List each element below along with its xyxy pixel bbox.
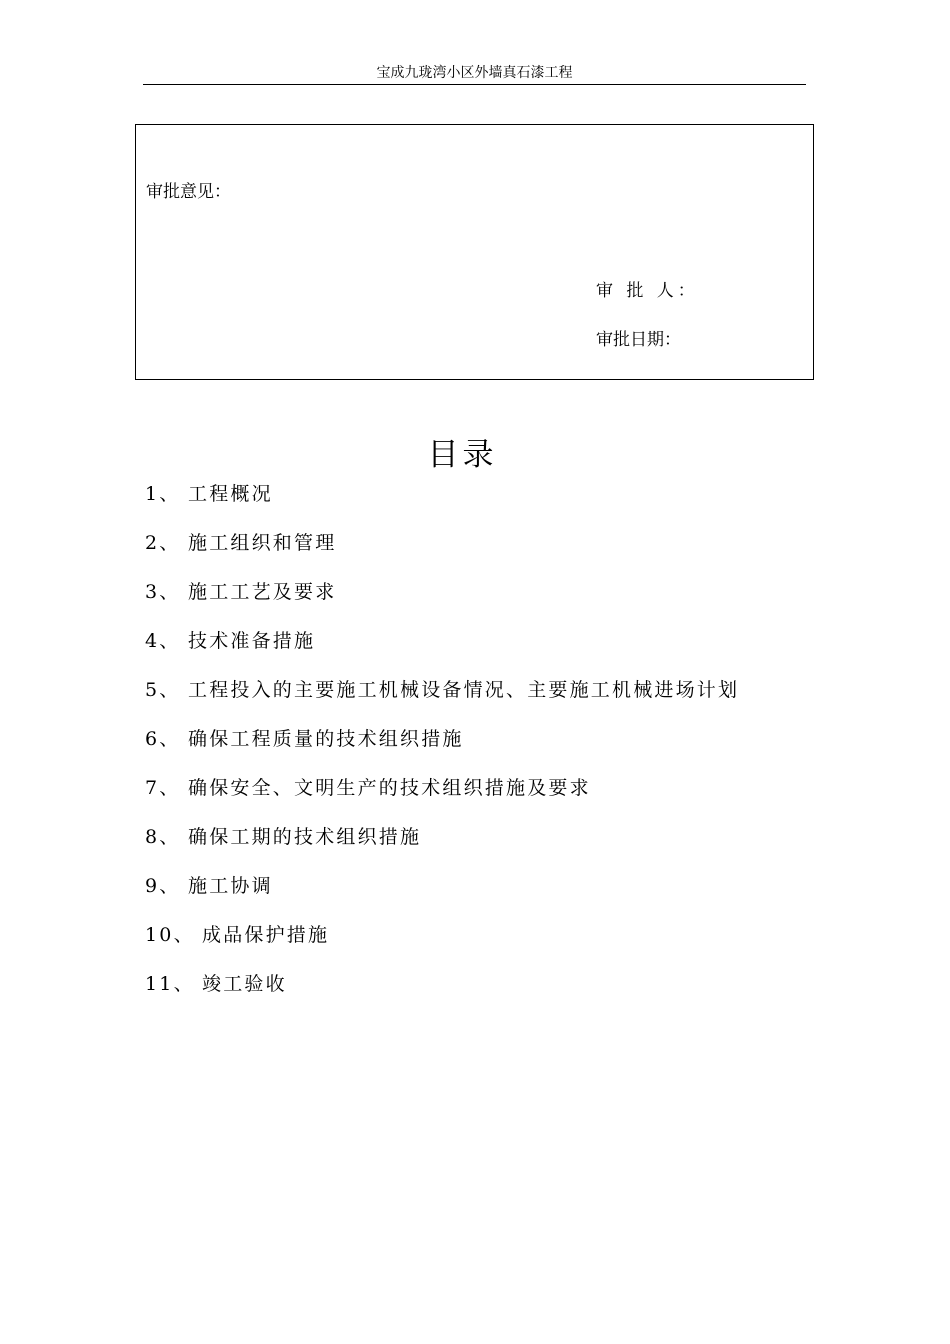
toc-item-text: 确保安全、文明生产的技术组织措施及要求 bbox=[188, 777, 591, 799]
toc-item-text: 竣工验收 bbox=[202, 973, 287, 995]
toc-item bbox=[145, 923, 739, 972]
page-header bbox=[143, 62, 806, 85]
toc-item-number: 10、 bbox=[145, 924, 195, 946]
toc-item bbox=[145, 580, 739, 629]
toc-item-number: 11、 bbox=[145, 973, 195, 995]
toc-item bbox=[145, 531, 739, 580]
approval-date-label: 审批日期： bbox=[596, 330, 681, 350]
toc-item-text: 成品保护措施 bbox=[202, 924, 330, 946]
toc-item bbox=[145, 629, 739, 678]
toc-item-number: 7、 bbox=[145, 777, 181, 799]
toc-item-text: 确保工期的技术组织措施 bbox=[188, 826, 422, 848]
toc-item-number: 8、 bbox=[145, 826, 181, 848]
toc-item bbox=[145, 874, 739, 923]
toc-item-number: 9、 bbox=[145, 875, 181, 897]
toc-list bbox=[145, 482, 739, 1021]
toc-item-number: 6、 bbox=[145, 728, 181, 750]
header-title: 宝成九珑湾小区外墙真石漆工程 bbox=[376, 65, 573, 81]
toc-item-number: 5、 bbox=[145, 679, 181, 701]
toc-item bbox=[145, 678, 739, 727]
toc-item-number: 4、 bbox=[145, 630, 181, 652]
toc-title: 目录 bbox=[427, 437, 498, 473]
toc-item-text: 技术准备措施 bbox=[188, 630, 316, 652]
approval-opinion-label: 审批意见： bbox=[146, 182, 231, 202]
toc-item-number: 1、 bbox=[145, 483, 181, 505]
toc-item-text: 施工协调 bbox=[188, 875, 273, 897]
toc-item-text: 工程投入的主要施工机械设备情况、主要施工机械进场计划 bbox=[188, 679, 740, 701]
toc-item-text: 确保工程质量的技术组织措施 bbox=[188, 728, 464, 750]
toc-item-text: 工程概况 bbox=[188, 483, 273, 505]
toc-item-number: 3、 bbox=[145, 581, 181, 603]
toc-item bbox=[145, 972, 739, 1021]
toc-item-text: 施工组织和管理 bbox=[188, 532, 337, 554]
approval-box bbox=[135, 124, 814, 380]
toc-item-text: 施工工艺及要求 bbox=[188, 581, 337, 603]
toc-item bbox=[145, 482, 739, 531]
toc-item-number: 2、 bbox=[145, 532, 181, 554]
toc-item bbox=[145, 776, 739, 825]
toc-item bbox=[145, 727, 739, 776]
approver-label: 审 批 人： bbox=[596, 281, 699, 301]
toc-item bbox=[145, 825, 739, 874]
